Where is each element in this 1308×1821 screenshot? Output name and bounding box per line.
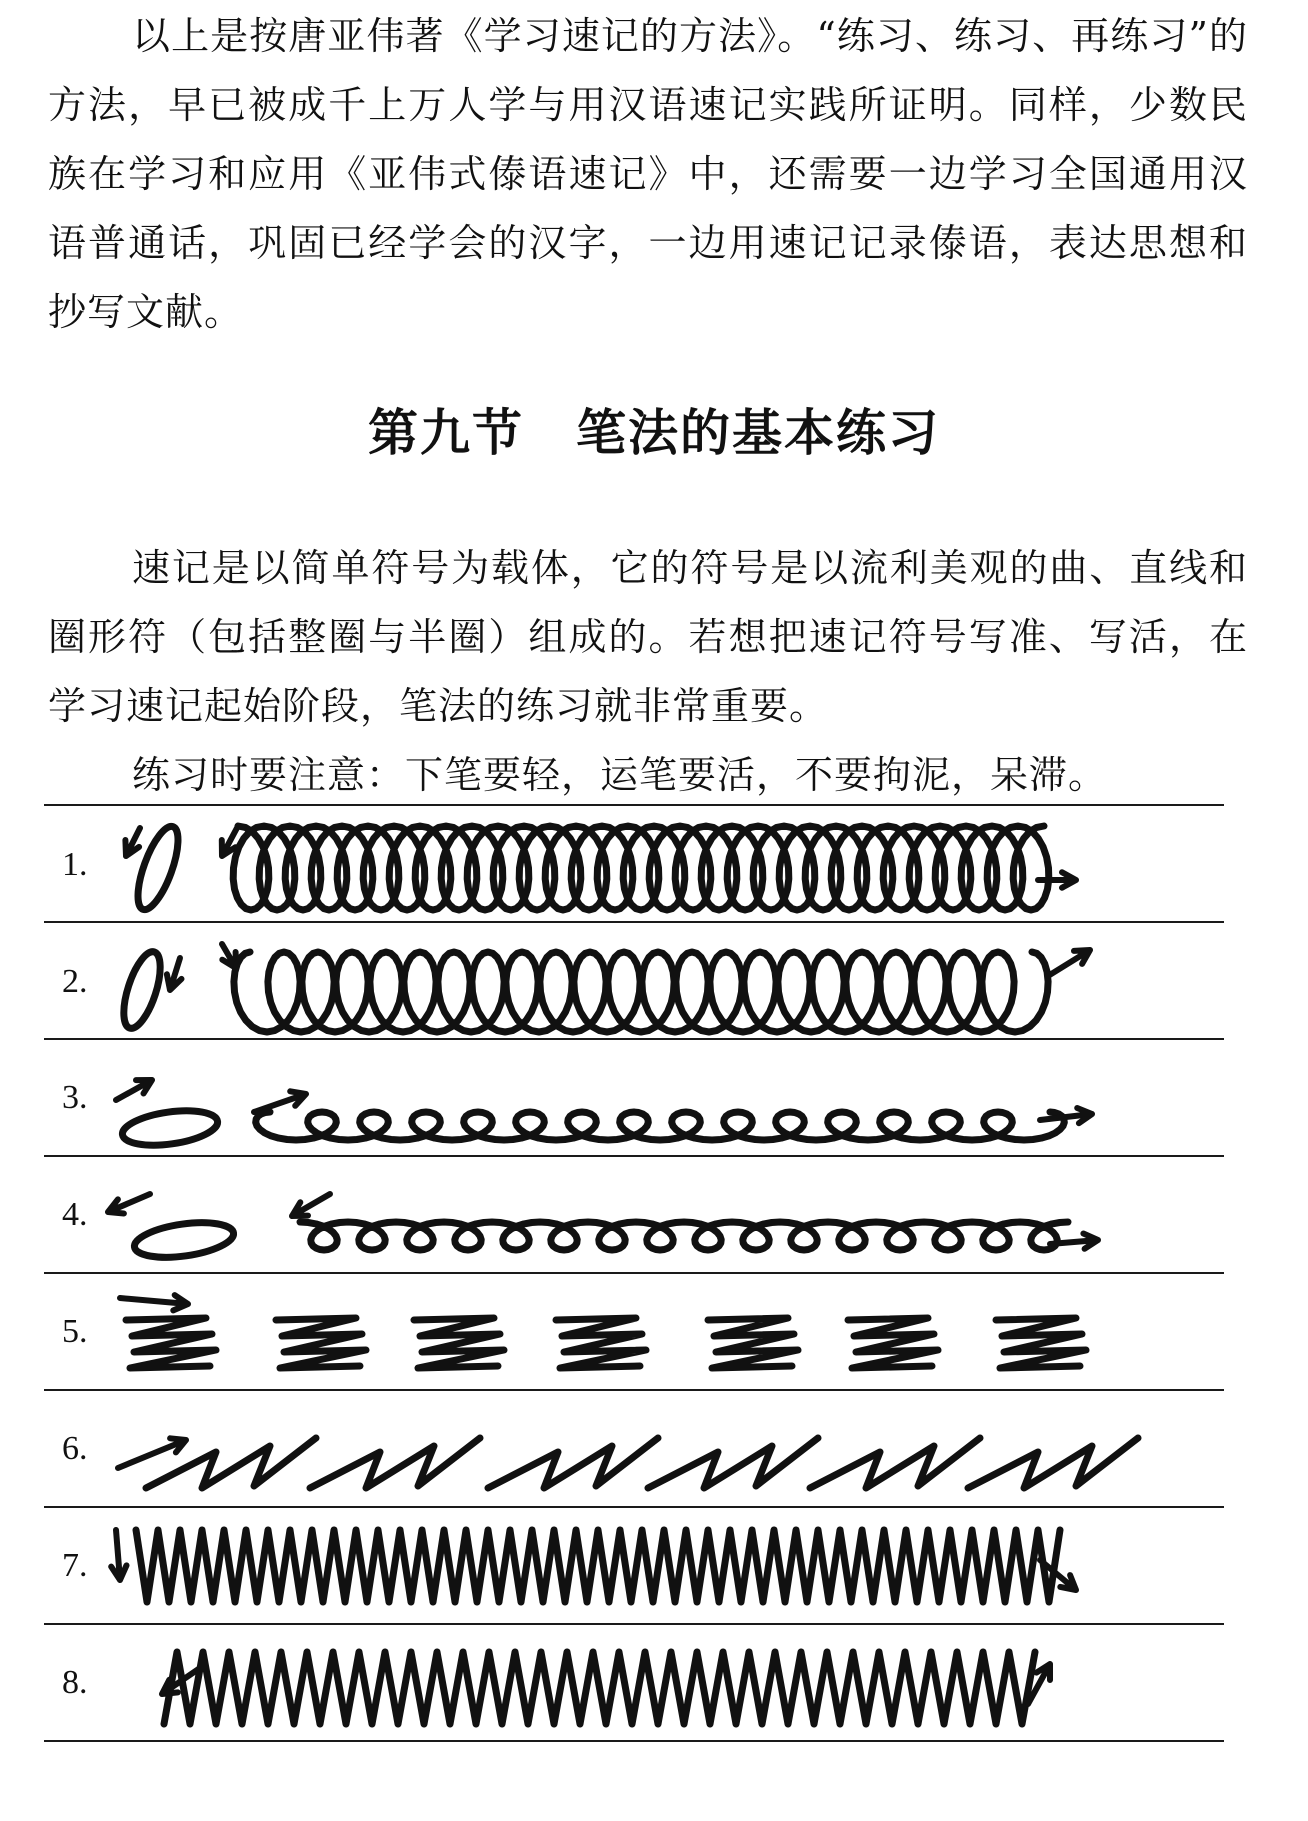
slanted-zigzag-6 xyxy=(968,1438,1138,1488)
slanted-zigzag-3 xyxy=(488,1438,658,1488)
arrow-icon-7a xyxy=(111,1530,126,1580)
practice-oval-2 xyxy=(116,948,167,1033)
exercise-label-1: 1. xyxy=(62,846,88,883)
practice-oval-3 xyxy=(120,1105,220,1150)
horizontal-zigzag-6 xyxy=(848,1318,938,1368)
flat-loop-drill-4 xyxy=(300,1222,1068,1250)
slanted-zigzag-4 xyxy=(648,1438,818,1488)
arrow-icon-6 xyxy=(118,1438,186,1468)
horizontal-zigzag-2 xyxy=(276,1318,366,1368)
exercise-label-8: 8. xyxy=(62,1664,88,1701)
attention-paragraph: 练习时要注意：下笔要轻，运笔要活，不要拘泥，呆滞。 xyxy=(132,753,1108,797)
arrow-icon-1c xyxy=(1038,872,1076,887)
arrow-icon-5 xyxy=(120,1295,188,1310)
tall-loop-drill-2 xyxy=(234,952,1048,1032)
exercise-label-4: 4. xyxy=(62,1196,88,1233)
exercise-label-6: 6. xyxy=(62,1430,88,1467)
flat-loop-drill-3 xyxy=(256,1112,1065,1140)
horizontal-zigzag-7 xyxy=(996,1318,1086,1368)
arrow-icon-2c xyxy=(1048,950,1090,976)
horizontal-zigzag-3 xyxy=(414,1318,504,1368)
exercise-label-5: 5. xyxy=(62,1313,88,1350)
arrow-icon-3b xyxy=(254,1091,306,1112)
vertical-zigzag-7 xyxy=(136,1530,1060,1602)
exercise-label-2: 2. xyxy=(62,963,88,1000)
slanted-zigzag-2 xyxy=(310,1438,480,1488)
arrow-icon-4b xyxy=(292,1194,330,1216)
vertical-zigzag-8 xyxy=(164,1652,1035,1724)
method-paragraph: 速记是以简单符号为载体，它的符号是以流利美观的曲、直线和圈形符（包括整圈与半圈）组成的。若想把速记符号写准、写活，在学习速记起始阶段，笔法的练习就非常重要。 xyxy=(48,546,1248,728)
arrow-icon-1a xyxy=(125,828,140,856)
section-number: 第九节 xyxy=(368,403,524,462)
arrow-icon-2a xyxy=(167,958,182,990)
exercise-label-7: 7. xyxy=(62,1547,88,1584)
arrow-icon-3a xyxy=(116,1080,152,1100)
exercise-label-3: 3. xyxy=(62,1079,88,1116)
intro-paragraph: 以上是按唐亚伟著《学习速记的方法》。“练习、练习、再练习”的方法，早已被成千上万人学与用汉语速记实践所证明。同样，少数民族在学习和应用《亚伟式傣语速记》中，还需要一边学习全国通用汉语普通话，巩固已经学会的汉字，一边用速记记录傣语，表达思想和抄写文献。 xyxy=(48,14,1248,334)
section-title: 笔法的基本练习 xyxy=(576,403,940,462)
horizontal-zigzag-1 xyxy=(126,1318,216,1368)
arrow-icon-4a xyxy=(108,1194,150,1214)
slanted-zigzag-5 xyxy=(810,1438,980,1488)
horizontal-zigzag-4 xyxy=(556,1318,646,1368)
horizontal-zigzag-5 xyxy=(708,1318,798,1368)
tall-loop-drill-1 xyxy=(233,826,1049,910)
practice-oval-4 xyxy=(132,1217,235,1263)
